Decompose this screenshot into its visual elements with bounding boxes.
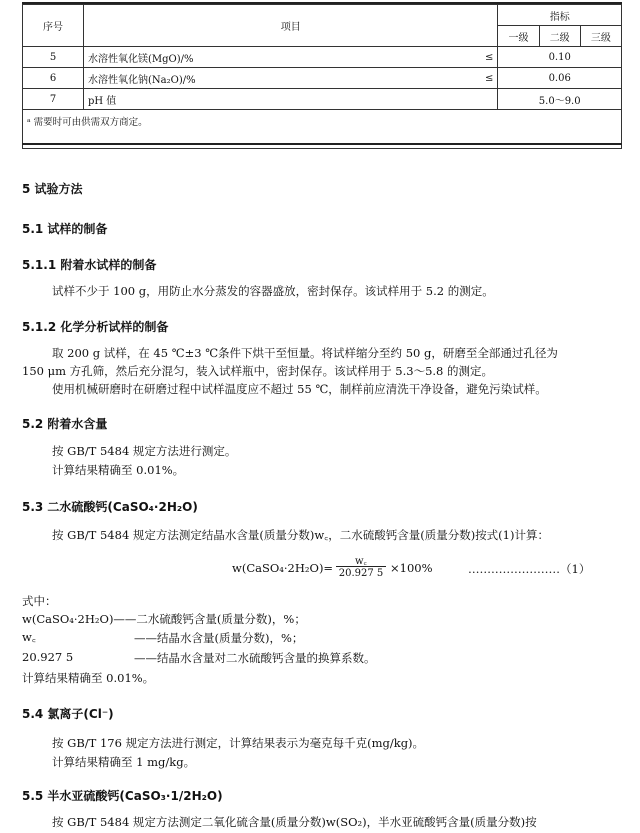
formula-denominator: 20.927 5 xyxy=(338,568,384,579)
table-row xyxy=(23,68,622,89)
row-item: 水溶性氧化镁(MgO)/% xyxy=(84,47,474,68)
paragraph: 计算结果精确至 0.01%。 xyxy=(52,463,185,477)
paragraph: 按 GB/T 5484 规定方法测定结晶水含量(质量分数)w꜀，二水硫酸钙含量(质量分数)按式(1)计算： xyxy=(52,528,549,542)
paragraph: 取 200 g 试样，在 45 ℃±3 ℃条件下烘干至恒量。将试样缩分至约 50 g，研磨至全部通过孔径为 xyxy=(52,346,558,360)
variable-definition: ——结晶水含量对二水硫酸钙含量的换算系数。 xyxy=(134,651,376,665)
paragraph: 计算结果精确至 0.01%。 xyxy=(22,671,155,685)
row-no: 5 xyxy=(23,47,84,68)
row-item: 水溶性氧化钠(Na₂O)/% xyxy=(84,68,474,89)
row-cmp xyxy=(473,89,498,110)
row-value: 5.0～9.0 xyxy=(498,89,622,110)
col-no-header: 序号 xyxy=(23,5,84,47)
paragraph: 按 GB/T 176 规定方法进行测定，计算结果表示为毫克每千克(mg/kg)。 xyxy=(52,736,425,750)
row-value: 0.06 xyxy=(498,68,622,89)
formula-numerator: w꜀ xyxy=(354,556,368,567)
variable-symbol: w꜀ xyxy=(22,630,36,644)
formula-tail: ×100% xyxy=(390,561,433,575)
row-no: 7 xyxy=(23,89,84,110)
table-row xyxy=(23,47,622,68)
row-no: 6 xyxy=(23,68,84,89)
paragraph: 150 μm 方孔筛，然后充分混匀，装入试样瓶中，密封保存。该试样用于 5.3～5.8 的测定。 xyxy=(22,364,494,378)
table-footnote: ᵃ 需要时可由供需双方商定。 xyxy=(23,110,622,149)
section-5-heading: 5 试验方法 xyxy=(22,182,83,196)
paragraph: 按 GB/T 5484 规定方法测定二氧化硫含量(质量分数)w(SO₂)，半水亚硫酸钙含量(质量分数)按 xyxy=(52,815,537,829)
col-index-header: 指标 xyxy=(498,5,622,26)
section-5-1-1-heading: 5.1.1 附着水试样的制备 xyxy=(22,258,157,272)
section-5-4-heading: 5.4 氯离子(Cl⁻) xyxy=(22,707,114,721)
section-5-5-heading: 5.5 半水亚硫酸钙(CaSO₃·1/2H₂O) xyxy=(22,789,223,803)
row-value: 0.10 xyxy=(498,47,622,68)
paragraph: 计算结果精确至 1 mg/kg。 xyxy=(52,755,196,769)
section-5-1-heading: 5.1 试样的制备 xyxy=(22,222,108,236)
variable-definition: w(CaSO₄·2H₂O)——二水硫酸钙含量(质量分数)，%； xyxy=(22,612,306,626)
row-cmp: ≤ xyxy=(473,68,498,89)
grade3-header: 三级 xyxy=(580,26,621,47)
section-5-1-2-heading: 5.1.2 化学分析试样的制备 xyxy=(22,320,169,334)
formula-number: ……………………（1） xyxy=(468,562,591,576)
variable-definition: ——结晶水含量(质量分数)，%； xyxy=(134,631,304,645)
formula-fraction-bar xyxy=(336,566,386,567)
paragraph: 使用机械研磨时在研磨过程中试样温度应不超过 55 ℃，制样前应清洗干净设备，避免污染试样。 xyxy=(52,382,547,396)
row-cmp: ≤ xyxy=(473,47,498,68)
paragraph: 按 GB/T 5484 规定方法进行测定。 xyxy=(52,444,237,458)
section-5-2-heading: 5.2 附着水含量 xyxy=(22,417,108,431)
paragraph: 试样不少于 100 g，用防止水分蒸发的容器盛放，密封保存。该试样用于 5.2 的测定。 xyxy=(52,284,494,298)
formula-lhs: w(CaSO₄·2H₂O)= xyxy=(232,561,334,575)
grade1-header: 一级 xyxy=(498,26,539,47)
spec-table xyxy=(22,4,622,149)
where-label: 式中： xyxy=(22,594,57,608)
row-item: pH 值 xyxy=(84,89,474,110)
table-row xyxy=(23,89,622,110)
variable-symbol: 20.927 5 xyxy=(22,650,74,664)
table-bottom-rule xyxy=(22,143,622,145)
col-item-header: 项目 xyxy=(84,5,498,47)
section-5-3-heading: 5.3 二水硫酸钙(CaSO₄·2H₂O) xyxy=(22,500,198,514)
grade2-header: 二级 xyxy=(539,26,580,47)
